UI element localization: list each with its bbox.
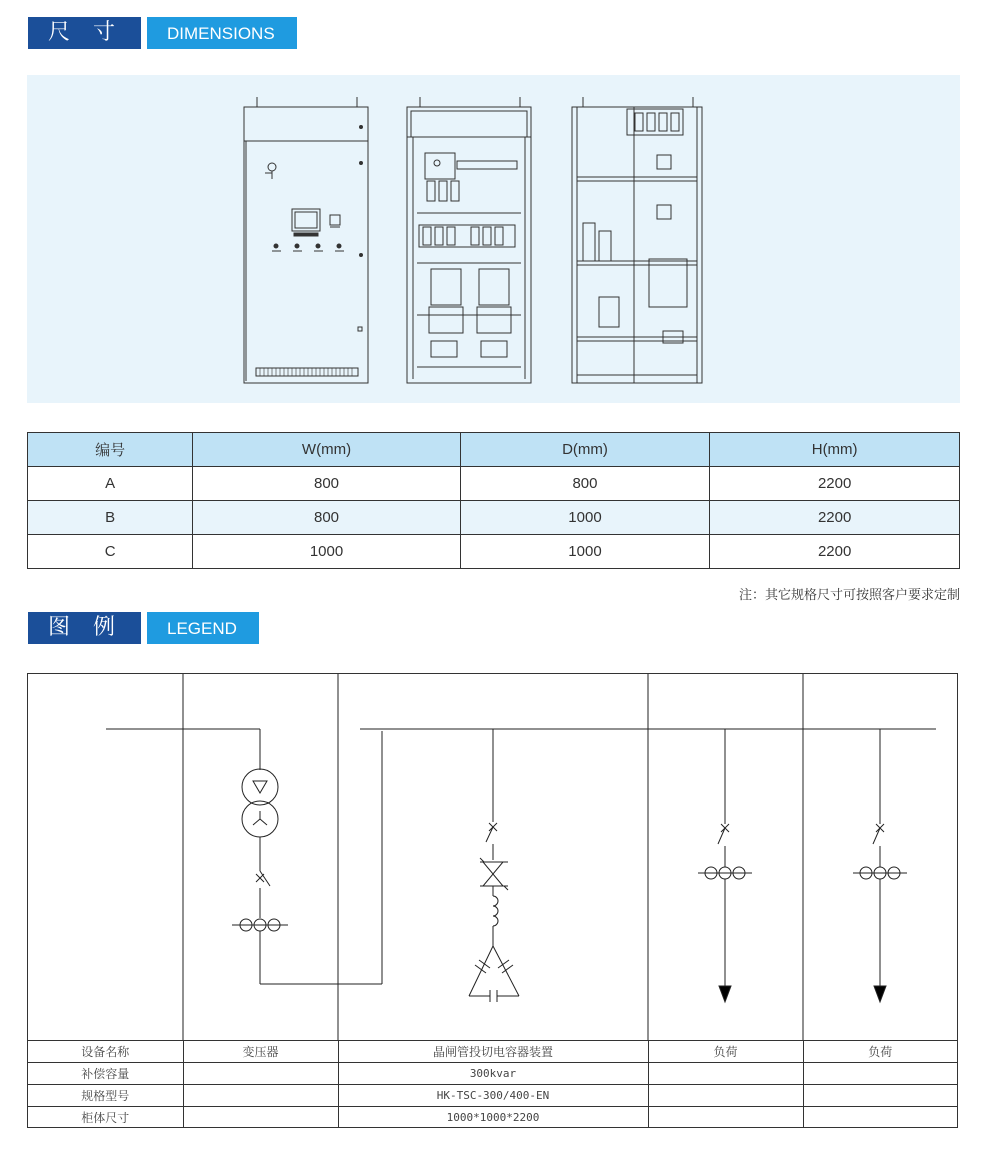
custom-size-note: 注：其它规格尺寸可按照客户要求定制 [738,588,960,603]
legend-title-en: LEGEND [147,612,259,644]
load-1-arrow-icon [719,986,731,1002]
load-2-switch-symbol [853,824,907,879]
device-transformer: 变压器 [183,1041,338,1063]
label-device-name: 设备名称 [28,1041,183,1063]
tsc-switch-symbol [486,823,497,860]
load-1-switch-symbol [698,824,752,879]
capacity-value: 300kvar [338,1063,648,1085]
row-depth: 800 [460,467,710,501]
table-row [28,501,960,535]
row-height: 2200 [710,467,960,501]
legend-heading [28,612,259,644]
row-height: 2200 [710,535,960,569]
dimension-table [27,432,960,569]
table-row [28,1085,957,1107]
table-row [28,467,960,501]
transformer-switch-symbol [256,871,270,918]
model-value: HK-TSC-300/400-EN [338,1085,648,1107]
row-height: 2200 [710,501,960,535]
table-row [28,535,960,569]
cabinet-drawings [27,75,960,403]
header-id: 编号 [28,433,193,467]
header-width: W(mm) [193,433,460,467]
reactor-symbol [493,896,498,926]
legend-info-table [28,1040,957,1128]
thyristor-symbol [480,858,508,890]
legend-diagram [27,673,958,1128]
dimensions-title-en: DIMENSIONS [147,17,297,49]
row-width: 1000 [193,535,460,569]
row-id: C [28,535,193,569]
table-row [28,1063,957,1085]
row-width: 800 [193,467,460,501]
cabinet-size-value: 1000*1000*2200 [338,1107,648,1129]
legend-title-cn: 图 例 [28,612,141,644]
dimensions-heading [28,17,297,49]
row-width: 800 [193,501,460,535]
cabinet-front-view [244,97,368,383]
table-row [28,1041,957,1063]
header-depth: D(mm) [460,433,710,467]
table-row [28,1107,957,1129]
label-capacity: 补偿容量 [28,1063,183,1085]
cabinet-side-view [572,97,702,383]
label-cabinet-size: 柜体尺寸 [28,1107,183,1129]
label-model: 规格型号 [28,1085,183,1107]
row-id: A [28,467,193,501]
row-depth: 1000 [460,535,710,569]
row-id: B [28,501,193,535]
device-load-2: 负荷 [803,1041,957,1063]
load-2-arrow-icon [874,986,886,1002]
dimensions-title-cn: 尺 寸 [28,17,141,49]
device-tsc: 晶闸管投切电容器装置 [338,1041,648,1063]
cabinet-internal-view [407,97,531,383]
current-transformer-symbol [232,919,288,931]
row-depth: 1000 [460,501,710,535]
dimension-table-header [28,433,960,467]
device-load-1: 负荷 [648,1041,803,1063]
header-height: H(mm) [710,433,960,467]
capacitor-bank-symbol [469,946,519,1002]
transformer-symbol [242,769,278,837]
